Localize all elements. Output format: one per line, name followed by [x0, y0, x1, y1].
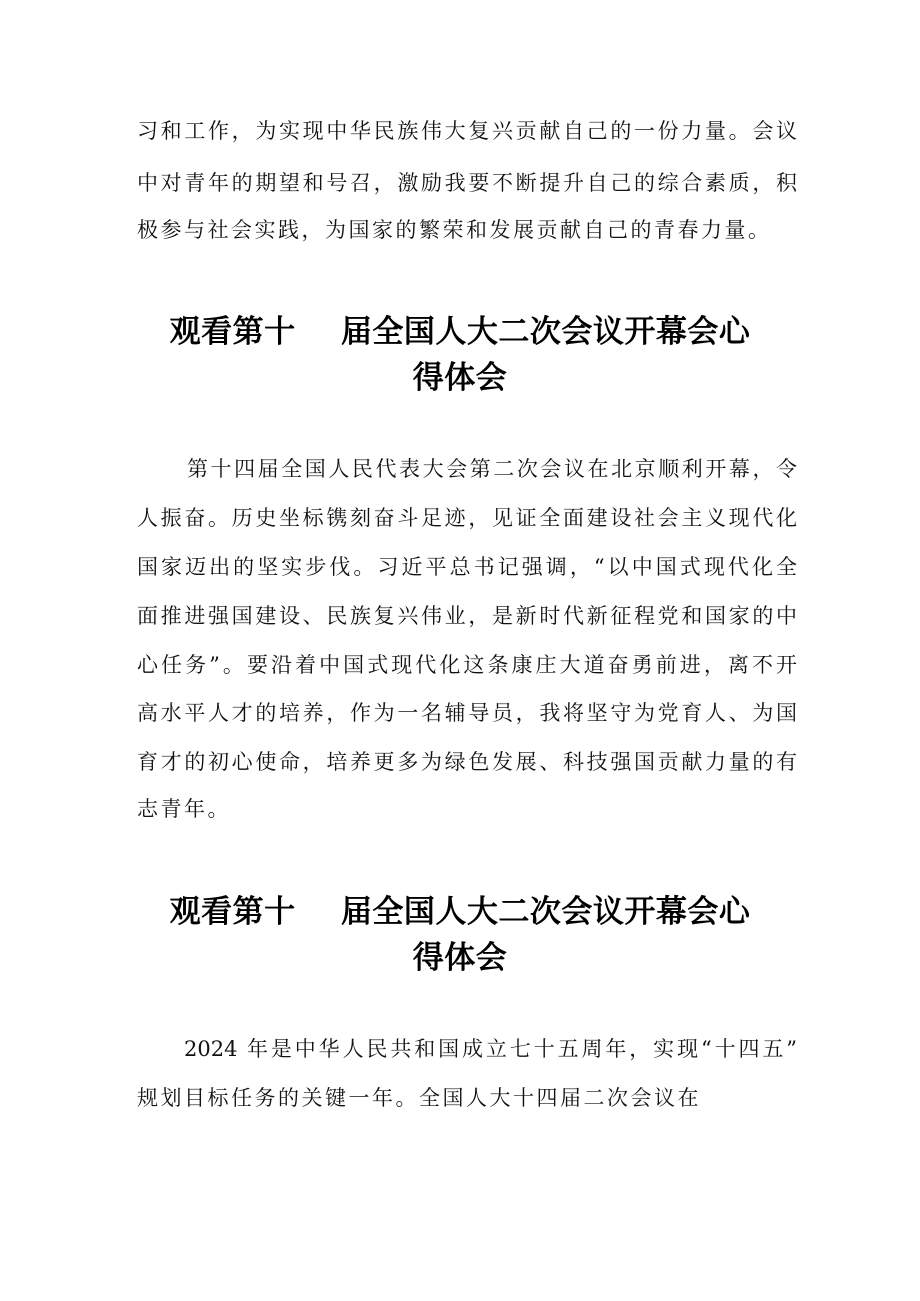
section-heading-line: 得体会 — [412, 360, 508, 396]
paragraph-line: 2024 年是中华人民共和国成立七十五周年，实现“十四五” — [184, 1037, 797, 1061]
paragraph-line: 高水平人才的培养，作为一名辅导员，我将坚守为党育人、为国 — [137, 701, 797, 725]
paragraph-line: 育才的初心使命，培养更多为绿色发展、科技强国贡献力量的有 — [137, 750, 797, 774]
paragraph-line: 面推进强国建设、民族复兴伟业，是新时代新征程党和国家的中 — [137, 604, 797, 628]
section-heading-line: 得体会 — [412, 940, 508, 976]
paragraph-line: 国家迈出的坚实步伐。习近平总书记强调，“以中国式现代化全 — [137, 555, 797, 579]
paragraph-line: 中对青年的期望和号召，激励我要不断提升自己的综合素质，积 — [137, 171, 797, 195]
paragraph-line: 人振奋。历史坐标镌刻奋斗足迹，见证全面建设社会主义现代化 — [137, 506, 797, 530]
section-heading-line: 观看第十 届全国人大二次会议开幕会心 — [169, 894, 751, 930]
paragraph-line: 习和工作，为实现中华民族伟大复兴贡献自己的一份力量。会议 — [137, 119, 797, 143]
section-heading-line: 观看第十 届全国人大二次会议开幕会心 — [169, 314, 751, 350]
paragraph-line: 第十四届全国人民代表大会第二次会议在北京顺利开幕，令 — [187, 457, 797, 481]
paragraph-line: 规划目标任务的关键一年。全国人大十四届二次会议在 — [137, 1086, 701, 1110]
paragraph-line: 志青年。 — [137, 797, 231, 821]
paragraph-line: 极参与社会实践，为国家的繁荣和发展贡献自己的青春力量。 — [137, 218, 772, 242]
paragraph-line: 心任务”。要沿着中国式现代化这条康庄大道奋勇前进，离不开 — [137, 653, 797, 677]
